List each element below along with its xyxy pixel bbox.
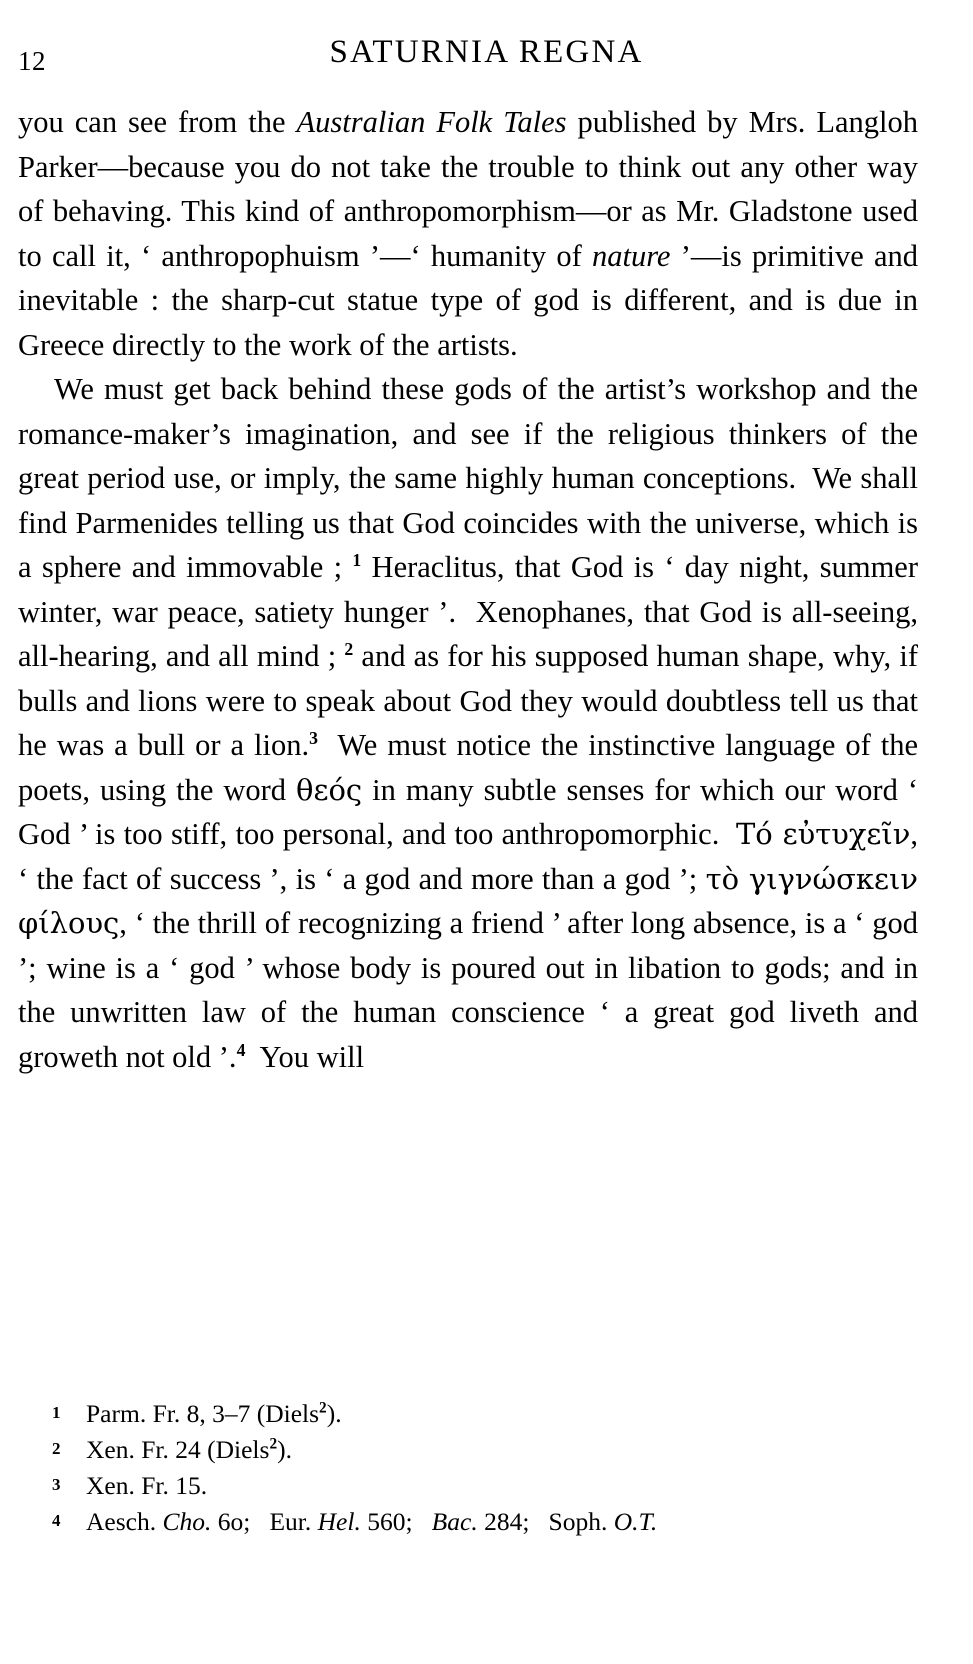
page-number: 12 [18, 46, 46, 76]
footnote-text: Parm. Fr. 8, 3–7 (Diels$^2$). [86, 1399, 342, 1428]
page-header [0, 24, 973, 76]
footnote-marker: 4 [52, 1511, 61, 1530]
footnote-marker: 2 [52, 1439, 61, 1458]
footnote-2 [52, 1432, 932, 1468]
body-text [18, 100, 918, 1079]
footnote-1 [52, 1396, 932, 1432]
footnote-marker: 3 [52, 1475, 61, 1494]
footnote-text: Aesch. Cho. 6o; Eur. Hel. 560; Bac. 284; Soph. O.T. [86, 1507, 658, 1536]
footnote-4 [52, 1504, 932, 1540]
footnote-3 [52, 1468, 932, 1504]
paragraph-1: you can see from the Australian Folk Tales published by Mrs. Langloh Parker—because you do not take the trouble to think out any other way of behaving. This kind of anthropomorphism—or as Mr. Gladstone used to call it, ‘ anthropophuism ’—‘ humanity of nature ’—is primitive and inevitable : the sharp-cut statue type of god is different, and is due in Greece directly to the work of the artists. [18, 105, 919, 362]
paragraph-2: We must get back behind these gods of the artist’s workshop and the romance-maker’s imagination, and see if the religious thinkers of the great period use, or imply, the same highly human conceptions. We shall find Parmenides telling us that God coincides with the universe, which is a sphere and immovable ; $^1$ Heraclitus, that God is ‘ day night, summer winter, war peace, satiety hunger ’. Xenophanes, that God is all-seeing, all-hearing, and all mind ; $^2$ and as for his supposed human shape, why, if bulls and lions were to speak about God they would doubtless tell us that he was a bull or a lion.$^3$ We must notice the instinctive language of the poets, using the word θεός in many subtle senses for which our word ‘ God ’ is too stiff, too personal, and too anthropomorphic. Τό εὐτυχεῖν, ‘ the fact of success ’, is ‘ a god and more than a god ’; τὸ γιγνώσκειν φίλους, ‘ the thrill of recognizing a friend ’ after long absence, is a ‘ god ’; wine is a ‘ god ’ whose body is poured out in libation to gods; and in the unwritten law of the human conscience ‘ a great god liveth and groweth not old ’.$^4$ You will [18, 372, 919, 1074]
running-head: SATURNIA REGNA [329, 34, 644, 70]
footnotes [52, 1396, 932, 1540]
footnote-text: Xen. Fr. 15. [86, 1471, 208, 1500]
footnote-marker: 1 [52, 1403, 61, 1422]
footnote-text: Xen. Fr. 24 (Diels$^2$). [86, 1435, 292, 1464]
